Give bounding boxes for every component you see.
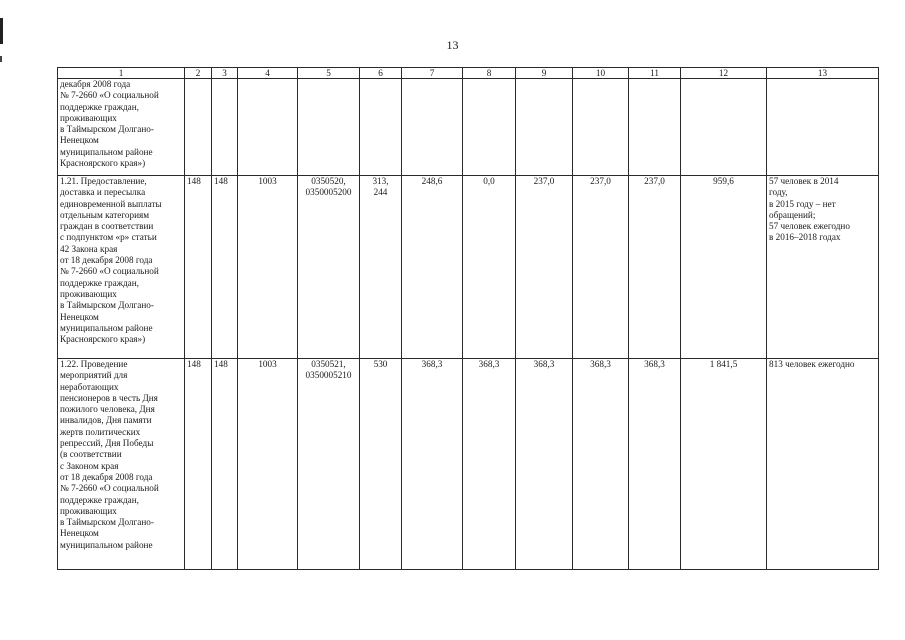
column-number-3: 3 xyxy=(212,68,238,79)
column-number-5: 5 xyxy=(298,68,360,79)
col5-cell-line: 0350005200 xyxy=(305,187,352,198)
row-name-cell-line: доставка и пересылка xyxy=(60,187,146,198)
row-name-cell xyxy=(58,359,185,570)
table-body xyxy=(58,68,879,570)
column-number-10: 10 xyxy=(573,68,629,79)
col4-cell: 1003 xyxy=(238,176,298,359)
row-name-cell-line: в Таймырском Долгано- xyxy=(60,300,154,311)
row-name-cell-line: поддержке граждан, xyxy=(60,494,139,505)
row-name-cell-line: декабря 2008 года xyxy=(60,79,131,89)
column-number-13: 13 xyxy=(767,68,879,79)
col3-cell xyxy=(212,79,238,176)
col12-cell: 1 841,5 xyxy=(681,359,767,570)
col13-cell-line: 57 человек в 2014 xyxy=(769,176,839,186)
column-number-7: 7 xyxy=(402,68,463,79)
row-name-cell-line: № 7-2660 «О социальной xyxy=(60,483,159,494)
row-name-cell-line: № 7-2660 «О социальной xyxy=(60,90,159,101)
row-name-cell-line: муниципальном районе xyxy=(60,322,153,333)
row-name-cell-line: муниципальном районе xyxy=(60,146,153,157)
row-name-cell-line: мероприятий для xyxy=(60,370,128,381)
row-name-cell-line: пенсионеров в честь Дня xyxy=(60,392,158,403)
col5-cell xyxy=(298,359,360,570)
col13-cell-line: 813 человек ежегодно xyxy=(769,359,855,369)
col10-cell: 368,3 xyxy=(573,359,629,570)
row-name-cell xyxy=(58,79,185,176)
table-row xyxy=(58,359,879,570)
row-name-cell-line: с Законом края xyxy=(60,460,119,471)
col4-cell: 1003 xyxy=(238,359,298,570)
col13-cell xyxy=(767,359,879,570)
col5-cell-line: 0350520, xyxy=(311,176,346,186)
column-number-11: 11 xyxy=(629,68,681,79)
row-name-cell-line: единовременной выплаты xyxy=(60,198,162,209)
col3-cell: 148 xyxy=(212,176,238,359)
col2-cell: 148 xyxy=(185,359,212,570)
row-name-cell-line: проживающих xyxy=(60,505,117,516)
row-name-cell-line: Красноярского края») xyxy=(60,334,146,345)
row-name-cell-line: 1.22. Проведение xyxy=(60,359,128,369)
col2-cell: 148 xyxy=(185,176,212,359)
column-number-6: 6 xyxy=(360,68,402,79)
col13-cell-line: 57 человек ежегодно xyxy=(769,221,850,232)
col13-cell xyxy=(767,79,879,176)
col7-cell: 368,3 xyxy=(402,359,463,570)
col7-cell: 248,6 xyxy=(402,176,463,359)
row-name-cell-line: Ненецком xyxy=(60,311,99,322)
col8-cell: 368,3 xyxy=(463,359,516,570)
table-row xyxy=(58,176,879,359)
col13-cell xyxy=(767,176,879,359)
row-name-cell-line: 42 Закона края xyxy=(60,243,118,254)
row-name-cell-line: в Таймырском Долгано- xyxy=(60,517,154,528)
col13-cell-line: году, xyxy=(769,187,788,198)
row-name-cell-line: проживающих xyxy=(60,288,117,299)
col11-cell: 237,0 xyxy=(629,176,681,359)
col12-cell xyxy=(681,79,767,176)
column-number-4: 4 xyxy=(238,68,298,79)
col12-cell: 959,6 xyxy=(681,176,767,359)
col6-cell-line: 530 xyxy=(373,359,388,369)
row-name-cell-line: (в соответствии xyxy=(60,449,122,460)
row-name-cell-line: в Таймырском Долгано- xyxy=(60,124,154,135)
column-number-2: 2 xyxy=(185,68,212,79)
col9-cell: 237,0 xyxy=(516,176,573,359)
col8-cell xyxy=(463,79,516,176)
row-name-cell-line: муниципальном районе xyxy=(60,539,153,550)
col6-cell xyxy=(360,79,402,176)
col13-cell-line: в 2015 году – нет xyxy=(769,198,836,209)
row-name-cell-line: жертв политических xyxy=(60,426,141,437)
row-name-cell-line: репрессий, Дня Победы xyxy=(60,438,154,449)
row-name-cell-line: неработающих xyxy=(60,381,119,392)
row-name-cell-line: Ненецком xyxy=(60,528,99,539)
col10-cell xyxy=(573,79,629,176)
row-name-cell-line: поддержке граждан, xyxy=(60,101,139,112)
col9-cell: 368,3 xyxy=(516,359,573,570)
col6-cell-line: 244 xyxy=(373,187,388,198)
col10-cell: 237,0 xyxy=(573,176,629,359)
budget-table xyxy=(57,67,879,570)
row-name-cell-line: отдельным категориям xyxy=(60,209,150,220)
scan-edge-mark-small xyxy=(0,56,2,62)
col6-cell xyxy=(360,359,402,570)
column-number-12: 12 xyxy=(681,68,767,79)
col3-cell: 148 xyxy=(212,359,238,570)
row-name-cell-line: от 18 декабря 2008 года xyxy=(60,255,153,266)
col4-cell xyxy=(238,79,298,176)
row-name-cell-line: поддержке граждан, xyxy=(60,277,139,288)
column-number-8: 8 xyxy=(463,68,516,79)
col13-cell-line: обращений; xyxy=(769,209,816,220)
col13-cell-line: в 2016–2018 годах xyxy=(769,232,841,243)
col8-cell: 0,0 xyxy=(463,176,516,359)
col6-cell xyxy=(360,176,402,359)
table-row xyxy=(58,79,879,176)
page-number: 13 xyxy=(446,38,459,52)
row-name-cell-line: № 7-2660 «О социальной xyxy=(60,266,159,277)
column-number-9: 9 xyxy=(516,68,573,79)
col2-cell xyxy=(185,79,212,176)
row-name-cell-line: Ненецком xyxy=(60,135,99,146)
col6-cell-line: 313, xyxy=(372,176,389,186)
row-name-cell-line: от 18 декабря 2008 года xyxy=(60,471,153,482)
col7-cell xyxy=(402,79,463,176)
row-name-cell-line: граждан в соответствии xyxy=(60,221,154,232)
row-name-cell-line: проживающих xyxy=(60,112,117,123)
row-name-cell-line: с подпунктом «р» статьи xyxy=(60,232,157,243)
col11-cell: 368,3 xyxy=(629,359,681,570)
row-name-cell xyxy=(58,176,185,359)
col5-cell-line: 0350521, xyxy=(311,359,346,369)
col9-cell xyxy=(516,79,573,176)
col5-cell xyxy=(298,79,360,176)
col5-cell-line: 0350005210 xyxy=(305,370,352,381)
row-name-cell-line: 1.21. Предоставление, xyxy=(60,176,147,186)
row-name-cell-line: инвалидов, Дня памяти xyxy=(60,415,152,426)
col11-cell xyxy=(629,79,681,176)
row-name-cell-line: Красноярского края») xyxy=(60,158,146,169)
col5-cell xyxy=(298,176,360,359)
column-number-1: 1 xyxy=(58,68,185,79)
column-number-row xyxy=(58,68,879,79)
row-name-cell-line: пожилого человека, Дня xyxy=(60,404,155,415)
